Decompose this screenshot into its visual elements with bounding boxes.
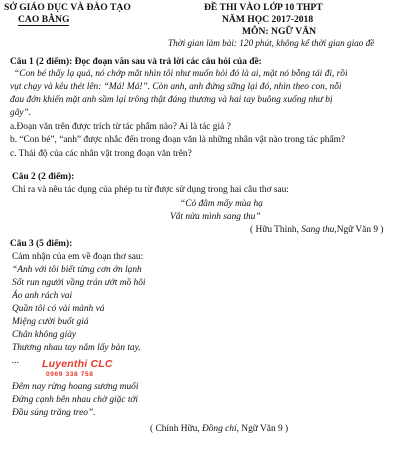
q3-verse-line: Áo anh rách vai — [12, 291, 73, 301]
q1-item-b: b. “Con bé”, “anh” được nhắc đến trong đoạn văn là những nhân vật nào trong tác phẩm? — [10, 135, 346, 145]
q1-passage-line: đau đớn khiến mặt anh sầm lại trông thật đáng thương và hai tay buông xuống như bị — [10, 95, 333, 105]
q3-prompt: Cảm nhận của em về đoạn thơ sau: — [12, 252, 144, 262]
q2-verse-line: “Cỏ đâm mấy mùa hạ — [180, 199, 263, 209]
q1-item-c: c. Thái độ của các nhân vật trong đoạn văn trên? — [10, 149, 192, 159]
question2-heading: Câu 2 (2 điểm): — [12, 172, 75, 182]
department-name: SỞ GIÁO DỤC VÀ ĐÀO TẠO — [4, 2, 131, 13]
q3-verse-line: Miệng cười buốt giá — [12, 317, 89, 327]
exam-title: ĐỀ THI VÀO LỚP 10 THPT — [204, 2, 323, 13]
q3-source — [150, 424, 288, 435]
q3-source-book: , Ngữ Văn 9 ) — [236, 424, 289, 434]
q3-verse-line: “Anh với tôi biết từng cơn ớn lạnh — [12, 265, 142, 275]
q1-passage-line: vụt chạy và kêu thét lên: “Má! Má!”. Còn anh, anh đứng sững lại đó, nhìn theo con, nỗi — [10, 82, 342, 92]
q3-verse-line: Quần tôi có vài mảnh vá — [12, 304, 105, 314]
subject-title: MÔN: NGỮ VĂN — [242, 26, 317, 37]
question1-heading: Câu 1 (2 điểm): Đọc đoạn văn sau và trả lời các câu hỏi của đề: — [10, 57, 262, 67]
question3-heading: Câu 3 (5 điểm): — [10, 239, 73, 249]
q2-source-work: Sang thu — [301, 225, 335, 235]
q3-verse-ellipsis: ... — [12, 356, 20, 366]
q2-verse-line: Vắt nửa mình sang thu” — [170, 212, 261, 222]
q3-verse-line: Đứng cạnh bên nhau chờ giặc tới — [12, 395, 139, 405]
q2-source-book: ,Ngữ Văn 9 ) — [334, 225, 384, 235]
q3-source-work: Đồng chí — [201, 424, 237, 434]
q3-verse-line: Thương nhau tay nắm lấy bàn tay. — [12, 343, 141, 353]
q1-item-a: a.Đoạn văn trên được trích từ tác phẩm nào? Ai là tác giả ? — [10, 122, 231, 132]
q2-source-author: ( Hữu Thỉnh, — [250, 225, 302, 235]
q2-source — [250, 225, 384, 236]
q3-verse-line: Chân không giày — [12, 330, 77, 340]
school-year: NĂM HỌC 2017-2018 — [222, 14, 314, 25]
watermark-phone: 0969 338 758 — [46, 371, 94, 378]
q3-verse-line: Sốt run người vầng trán ướt mồ hôi — [12, 278, 146, 288]
watermark-logo: Luyenthi CLC — [42, 358, 113, 370]
q2-prompt: Chỉ ra và nêu tác dụng của phép tu từ được sử dụng trong hai câu thơ sau: — [12, 185, 289, 195]
time-note: Thời gian làm bài: 120 phút, không kể thời gian giao đề — [168, 38, 375, 48]
q1-passage-line: gãy”. — [10, 108, 32, 118]
q3-source-author: ( Chính Hữu, — [150, 424, 202, 434]
province-label: CAO BẰNG — [18, 14, 70, 25]
q1-passage-line: “Con bé thấy lạ quá, nó chớp mắt nhìn tôi như muốn hỏi đó là ai, mặt nó bỗng tái đi, rồi — [14, 69, 348, 79]
province-name — [18, 14, 69, 25]
q3-verse-line: Đầu súng trăng treo”. — [12, 408, 96, 418]
q3-verse-line: Đêm nay rừng hoang sương muối — [12, 382, 139, 392]
